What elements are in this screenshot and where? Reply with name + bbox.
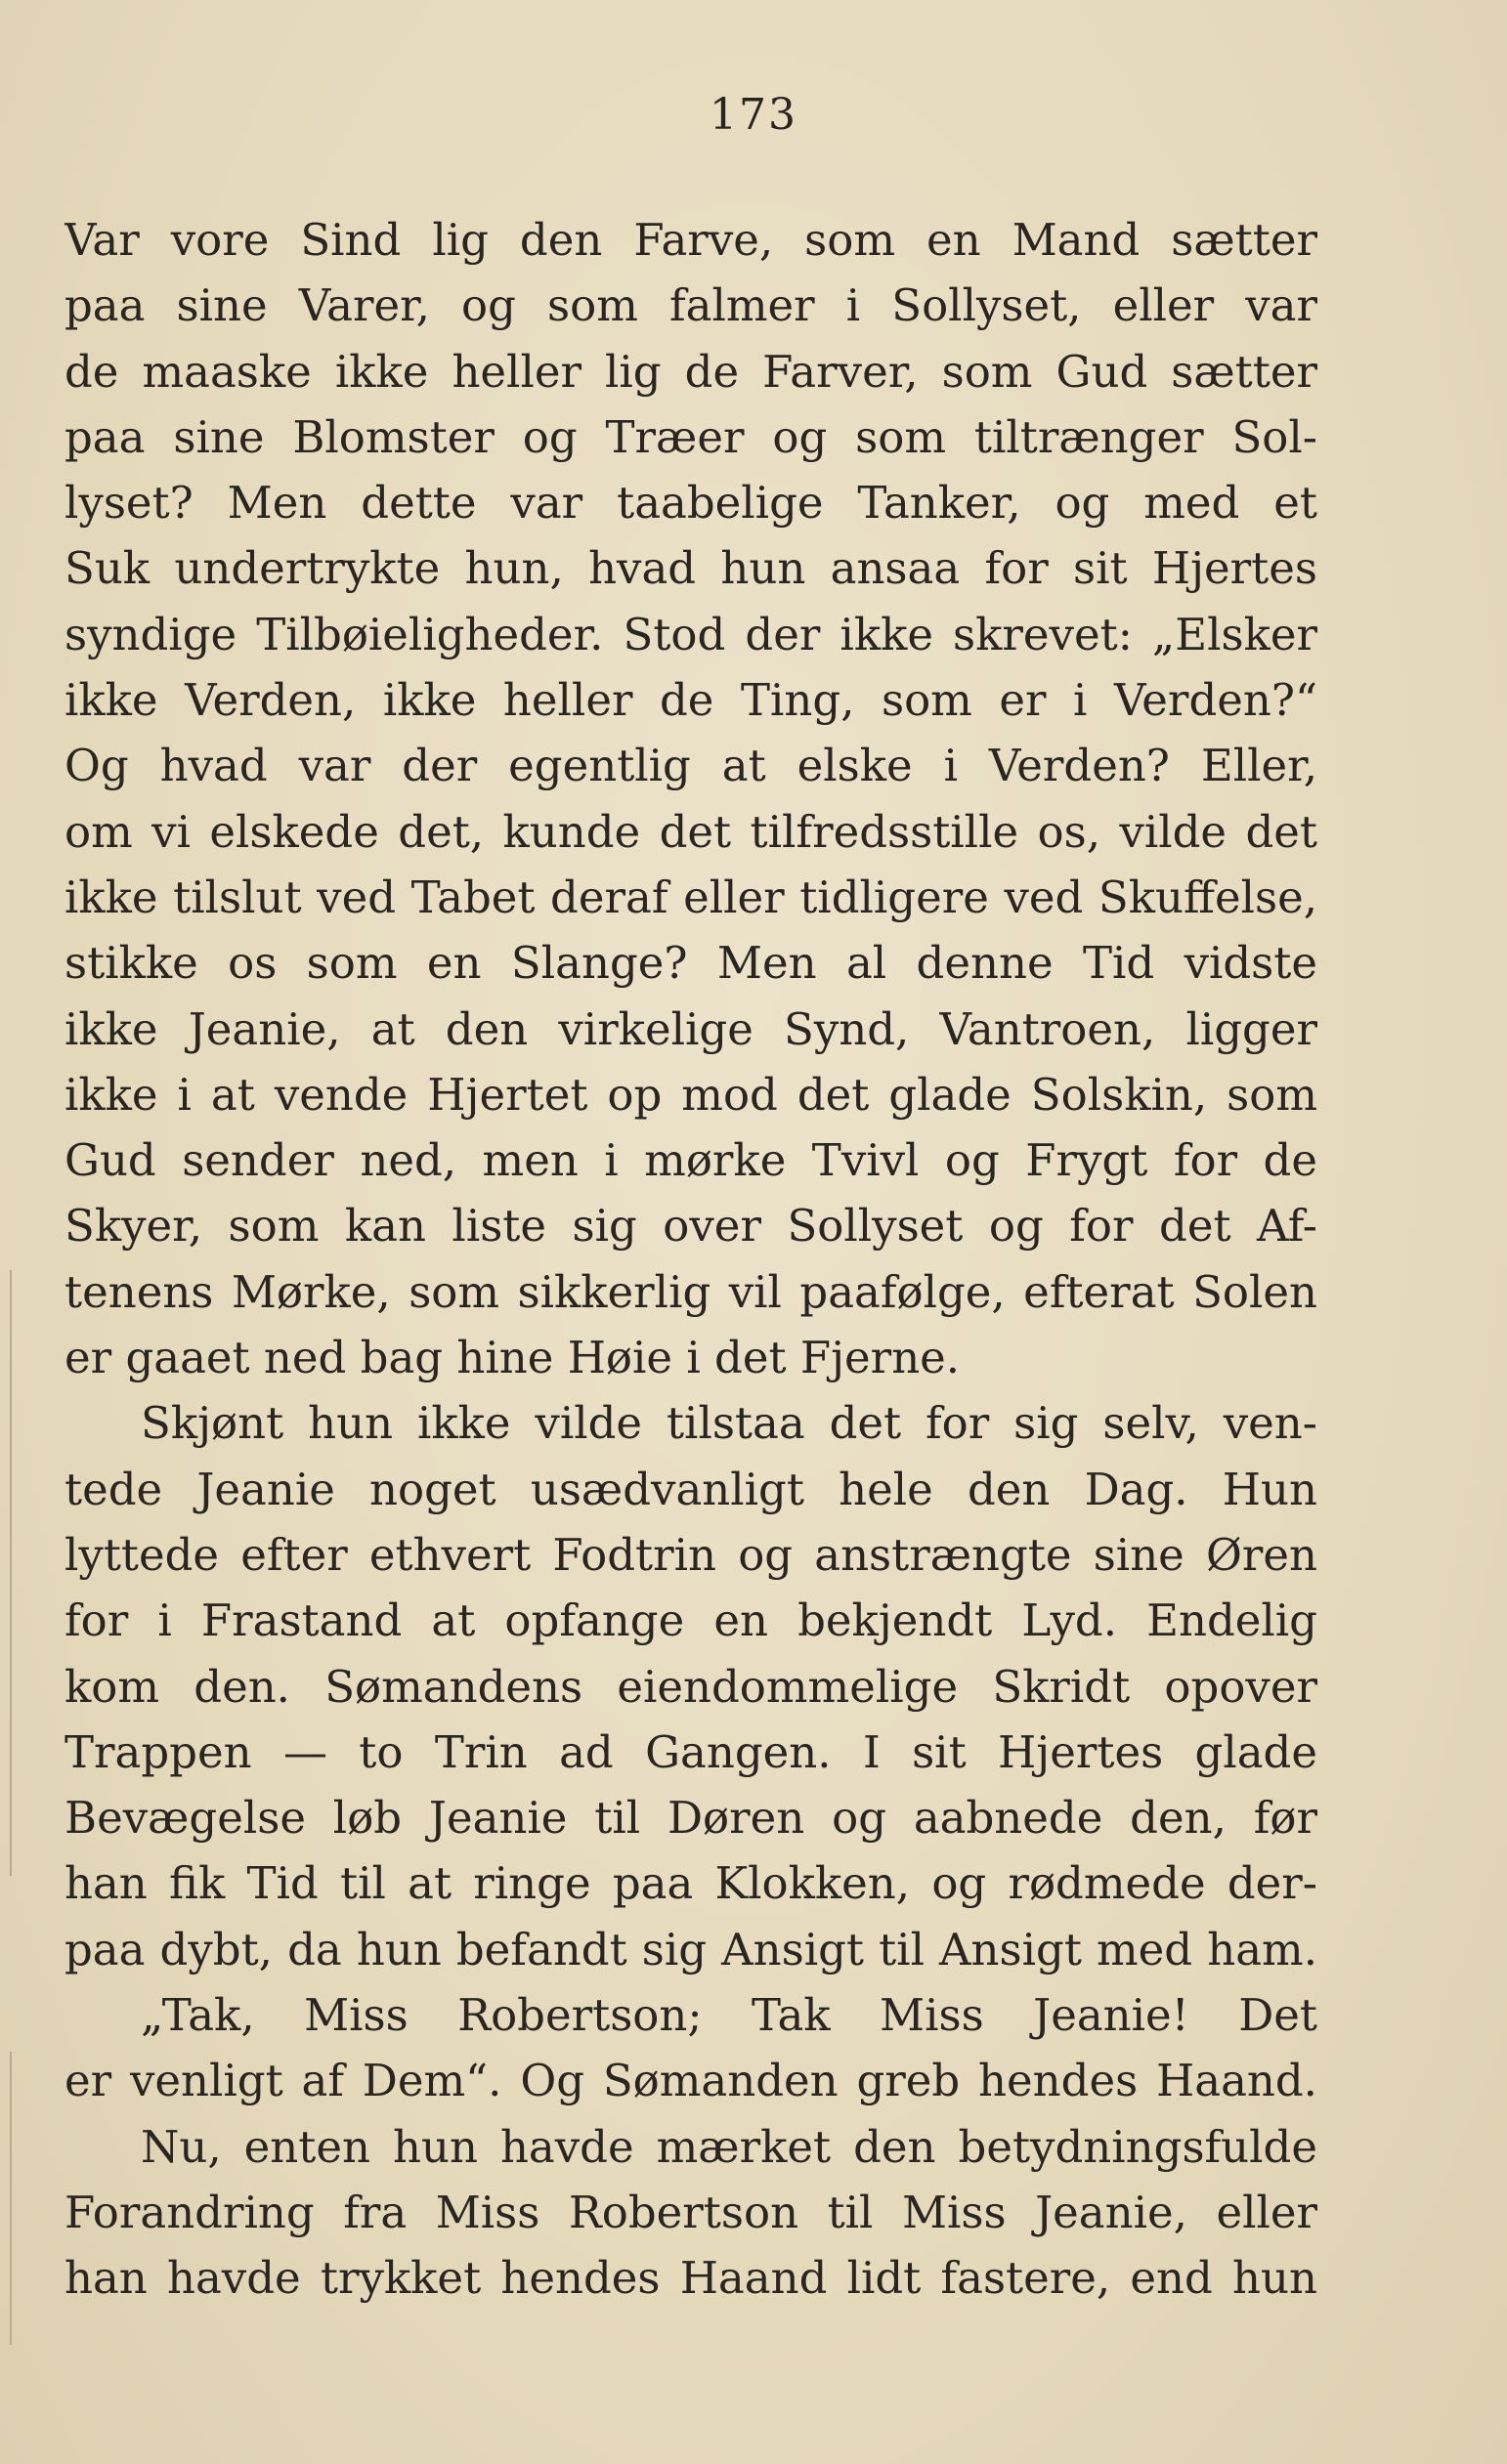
text-line: syndige Tilbøieligheder. Stod der ikke skrevet: „Elsker (65, 608, 1317, 660)
text-line: paa dybt, da hun befandt sig Ansigt til Ansigt med ham. (65, 1923, 1317, 1975)
text-line: Var vore Sind lig den Farve, som en Mand sætter (65, 214, 1317, 266)
text-line: de maaske ikke heller lig de Farver, som Gud sætter (65, 345, 1317, 398)
page-edge-shadow (10, 1270, 12, 1876)
text-line: han fik Tid til at ringe paa Klokken, og rødmede der- (65, 1857, 1317, 1910)
text-line: Og hvad var der egentlig at elske i Verden? Eller, (65, 740, 1317, 792)
text-line: ikke Jeanie, at den virkelige Synd, Vantroen, ligger (65, 1002, 1317, 1055)
text-line: Skyer, som kan liste sig over Sollyset og for det Af- (65, 1200, 1317, 1253)
text-line: Skjønt hun ikke vilde tilstaa det for sig selv, ven- (141, 1397, 1317, 1450)
text-line: paa sine Varer, og som falmer i Sollyset, eller var (65, 279, 1317, 332)
text-line: han havde trykket hendes Haand lidt fastere, end hun (65, 2252, 1317, 2305)
text-line: er gaaet ned bag hine Høie i det Fjerne. (65, 1332, 961, 1384)
text-line: lyset? Men dette var taabelige Tanker, og med et (65, 477, 1317, 530)
body-text (65, 207, 1317, 2312)
page-number: 173 (710, 90, 797, 140)
text-line: Forandring fra Miss Robertson til Miss Jeanie, eller (65, 2186, 1317, 2238)
text-line: stikke os som en Slange? Men al denne Tid vidste (65, 937, 1317, 990)
text-line: paa sine Blomster og Træer og som tiltrænger Sol- (65, 410, 1317, 463)
text-line: tenens Mørke, som sikkerlig vil paafølge, efterat Solen (65, 1265, 1317, 1318)
text-line: om vi elskede det, kunde det tilfredsstille os, vilde det (65, 805, 1317, 858)
text-line: er venligt af Dem“. Og Sømanden greb hendes Haand. (65, 2055, 1317, 2107)
text-line: for i Frastand at opfange en bekjendt Lyd. Endelig (65, 1594, 1317, 1647)
text-line: ikke Verden, ikke heller de Ting, som er i Verden?“ (65, 674, 1317, 727)
text-line: Bevægelse løb Jeanie til Døren og aabnede den, før (65, 1792, 1317, 1845)
text-line: lyttede efter ethvert Fodtrin og anstrængte sine Øren (65, 1528, 1317, 1581)
text-line: Nu, enten hun havde mærket den betydningsfulde (141, 2120, 1317, 2173)
text-line: kom den. Sømandens eiendommelige Skridt opover (65, 1660, 1317, 1713)
text-line: Suk undertrykte hun, hvad hun ansaa for sit Hjertes (65, 542, 1317, 595)
text-line: Trappen — to Trin ad Gangen. I sit Hjertes glade (65, 1725, 1317, 1778)
text-line: Gud sender ned, men i mørke Tvivl og Frygt for de (65, 1134, 1317, 1187)
text-line: tede Jeanie noget usædvanligt hele den Dag. Hun (65, 1463, 1317, 1515)
page-edge-shadow (10, 2052, 12, 2345)
text-line: ikke tilslut ved Tabet deraf eller tidligere ved Skuffelse, (65, 871, 1317, 923)
text-line: ikke i at vende Hjertet op mod det glade Solskin, som (65, 1068, 1317, 1121)
text-line: „Tak, Miss Robertson; Tak Miss Jeanie! Det (141, 1989, 1317, 2042)
